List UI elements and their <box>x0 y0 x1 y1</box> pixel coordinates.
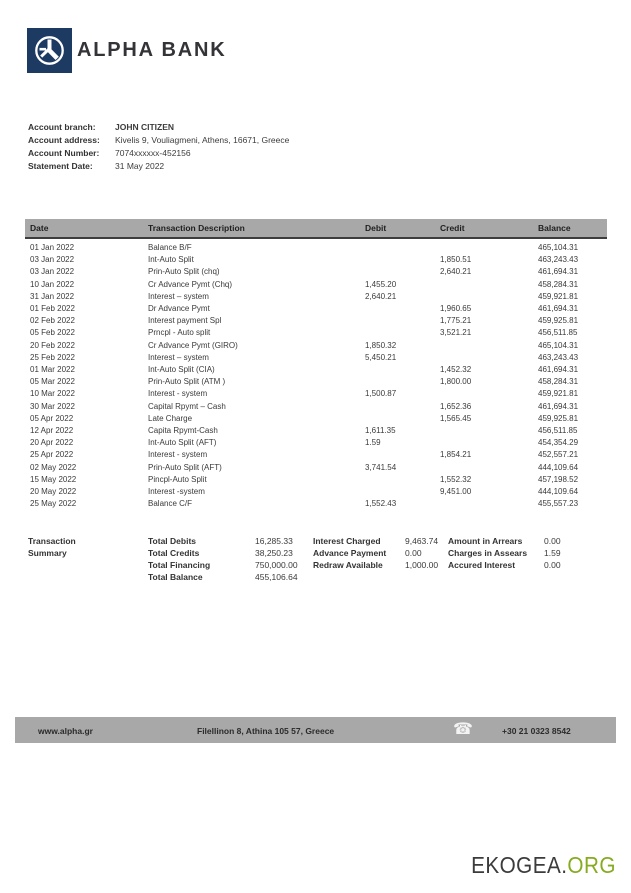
amount-in-arrears-label: Amount in Arrears <box>448 536 523 546</box>
cell-balance: 457,198.52 <box>538 474 579 484</box>
amount-in-arrears-value: 0.00 <box>544 536 561 546</box>
phone-icon: ☎ <box>453 721 473 738</box>
cell-date: 01 Mar 2022 <box>30 365 75 375</box>
cell-date: 25 May 2022 <box>30 499 77 509</box>
cell-balance: 459,921.81 <box>538 291 579 301</box>
account-number-value: 7074xxxxxx-452156 <box>115 148 191 158</box>
cell-date: 03 Jan 2022 <box>30 255 75 265</box>
cell-description: Prin-Auto Split (ATM ) <box>148 377 226 387</box>
redraw-available-row <box>313 559 438 571</box>
logo-symbol-icon <box>27 28 72 73</box>
statement-date-row <box>28 160 289 173</box>
charges-in-arrears-row <box>448 547 561 559</box>
cell-date: 31 Jan 2022 <box>30 291 75 301</box>
cell-credit: 1,850.51 <box>440 255 472 265</box>
cell-debit <box>360 238 435 254</box>
cell-credit <box>435 279 533 291</box>
table-row <box>25 291 607 303</box>
cell-date: 02 Feb 2022 <box>30 316 75 326</box>
table-row <box>25 462 607 474</box>
cell-date: 20 Apr 2022 <box>30 438 74 448</box>
total-balance-row <box>148 571 298 583</box>
col-header-description: Transaction Description <box>143 219 360 238</box>
cell-balance: 458,284.31 <box>538 279 579 289</box>
cell-credit <box>435 238 533 254</box>
table-row <box>25 352 607 364</box>
ekogea-watermark <box>471 852 616 878</box>
table-row <box>25 340 607 352</box>
cell-credit: 1,452.32 <box>440 365 472 375</box>
total-balance-value: 455,106.64 <box>255 572 298 583</box>
col-header-credit: Credit <box>435 219 533 238</box>
cell-description: Balance B/F <box>148 243 192 252</box>
cell-description: Interest - system <box>148 389 208 399</box>
watermark-dark-text: EKOGEA. <box>471 852 568 878</box>
col-header-date: Date <box>25 219 143 238</box>
table-row <box>25 279 607 291</box>
cell-date: 03 Jan 2022 <box>30 267 75 277</box>
cell-description: Dr Advance Pymt <box>148 304 210 314</box>
advance-payment-value: 0.00 <box>405 548 422 559</box>
cell-date: 05 Apr 2022 <box>30 413 74 423</box>
cell-debit <box>360 401 435 413</box>
account-address-value: Kivelis 9, Vouliagmeni, Athens, 16671, Greece <box>115 135 290 145</box>
cell-balance: 463,243.43 <box>538 255 579 265</box>
cell-balance: 455,557.23 <box>538 499 579 509</box>
bank-name: ALPHA BANK <box>77 39 227 61</box>
table-row <box>25 449 607 461</box>
redraw-available-value: 1,000.00 <box>405 560 439 571</box>
cell-debit <box>360 376 435 388</box>
cell-credit <box>435 437 533 449</box>
cell-description: Interest - system <box>148 450 208 460</box>
table-row <box>25 315 607 327</box>
total-debits-row <box>148 535 298 547</box>
cell-debit: 2,640.21 <box>365 291 397 301</box>
cell-balance: 465,104.31 <box>538 243 579 252</box>
account-info <box>28 121 289 173</box>
cell-description: Interest payment Spl <box>148 316 222 326</box>
cell-date: 25 Feb 2022 <box>30 352 75 362</box>
cell-debit <box>360 413 435 425</box>
cell-credit <box>435 425 533 437</box>
table-row <box>25 327 607 339</box>
table-header-row <box>25 219 607 238</box>
cell-balance: 463,243.43 <box>538 352 579 362</box>
summary-heading <box>28 535 76 559</box>
cell-credit: 1,775.21 <box>440 316 472 326</box>
cell-credit <box>435 498 533 510</box>
cell-description: Capital Rpymt – Cash <box>148 401 226 411</box>
cell-date: 20 May 2022 <box>30 487 77 497</box>
table-row <box>25 388 607 400</box>
cell-balance: 461,694.31 <box>538 304 579 314</box>
cell-debit: 1,611.35 <box>365 426 396 436</box>
cell-date: 10 Jan 2022 <box>30 279 75 289</box>
transactions-body <box>25 238 607 510</box>
cell-date: 05 Mar 2022 <box>30 377 75 387</box>
total-financing-value: 750,000.00 <box>255 560 298 571</box>
footer-phone-number: +30 21 0323 8542 <box>502 726 571 736</box>
cell-description: Cr Advance Pymt (Chq) <box>148 279 233 289</box>
cell-date: 10 Mar 2022 <box>30 389 75 399</box>
cell-balance: 444,109.64 <box>538 462 579 472</box>
interest-charged-row <box>313 535 438 547</box>
summary-heading-line1: Transaction <box>28 536 76 546</box>
cell-credit: 1,800.00 <box>440 377 472 387</box>
cell-balance: 461,694.31 <box>538 365 579 375</box>
statement-date-value: 31 May 2022 <box>115 161 165 171</box>
cell-balance: 452,557.21 <box>538 450 579 460</box>
account-branch-value: JOHN CITIZEN <box>115 122 175 132</box>
cell-description: Interest – system <box>148 291 209 301</box>
cell-debit: 1,850.32 <box>365 340 397 350</box>
footer-website: www.alpha.gr <box>38 726 93 736</box>
table-row <box>25 364 607 376</box>
charges-in-arrears-value: 1.59 <box>544 548 561 559</box>
col-header-debit: Debit <box>360 219 435 238</box>
cell-debit <box>360 449 435 461</box>
cell-balance: 456,511.85 <box>538 426 578 436</box>
summary-totals-column <box>148 535 298 583</box>
summary-heading-line2: Summary <box>28 548 67 559</box>
cell-date: 01 Jan 2022 <box>30 243 75 252</box>
accrued-interest-row <box>448 559 561 571</box>
table-row <box>25 376 607 388</box>
table-row <box>25 474 607 486</box>
cell-debit <box>360 364 435 376</box>
advance-payment-label: Advance Payment <box>313 548 387 559</box>
table-row <box>25 401 607 413</box>
total-credits-row <box>148 547 298 559</box>
col-header-balance: Balance <box>533 219 607 238</box>
account-address-label: Account address: <box>28 135 100 145</box>
cell-debit <box>360 266 435 278</box>
cell-date: 15 May 2022 <box>30 474 77 484</box>
cell-balance: 461,694.31 <box>538 267 579 277</box>
cell-balance: 459,925.81 <box>538 413 579 423</box>
alpha-bank-logo <box>27 28 72 73</box>
footer-bar <box>15 717 616 743</box>
cell-debit: 1.59 <box>365 438 381 448</box>
total-financing-row <box>148 559 298 571</box>
table-row <box>25 413 607 425</box>
cell-credit: 1,565.45 <box>440 413 472 423</box>
cell-debit <box>360 327 435 339</box>
table-row <box>25 238 607 254</box>
cell-credit: 1,854.21 <box>440 450 472 460</box>
cell-debit <box>360 486 435 498</box>
interest-charged-value: 9,463.74 <box>405 536 439 546</box>
footer-address: Filellinon 8, Athina 105 57, Greece <box>197 726 335 736</box>
cell-date: 02 May 2022 <box>30 462 77 472</box>
account-address-row <box>28 134 289 147</box>
cell-date: 20 Feb 2022 <box>30 340 75 350</box>
cell-credit: 9,451.00 <box>440 487 472 497</box>
cell-balance: 461,694.31 <box>538 401 579 411</box>
accrued-interest-value: 0.00 <box>544 560 561 571</box>
cell-balance: 465,104.31 <box>538 340 579 350</box>
cell-debit <box>360 303 435 315</box>
charges-in-arrears-label: Charges in Assears <box>448 548 528 559</box>
table-row <box>25 266 607 278</box>
total-debits-label: Total Debits <box>148 536 197 546</box>
cell-description: Pincpl-Auto Split <box>148 474 207 484</box>
total-financing-label: Total Financing <box>148 560 211 571</box>
table-row <box>25 254 607 266</box>
statement-date-label: Statement Date: <box>28 161 93 171</box>
cell-debit: 5,450.21 <box>365 352 397 362</box>
cell-balance: 454,354.29 <box>538 438 579 448</box>
accrued-interest-label: Accured Interest <box>448 560 516 571</box>
cell-balance: 458,284.31 <box>538 377 579 387</box>
cell-debit <box>360 474 435 486</box>
cell-debit <box>360 254 435 266</box>
cell-credit <box>435 352 533 364</box>
cell-date: 30 Mar 2022 <box>30 401 75 411</box>
account-number-row <box>28 147 289 160</box>
redraw-available-label: Redraw Available <box>313 560 383 571</box>
cell-debit: 3,741.54 <box>365 462 397 472</box>
cell-description: Cr Advance Pymt (GIRO) <box>148 340 238 350</box>
cell-balance: 444,109.64 <box>538 487 579 497</box>
amount-in-arrears-row <box>448 535 561 547</box>
cell-debit: 1,455.20 <box>365 279 397 289</box>
cell-description: Prncpl - Auto split <box>148 328 211 338</box>
cell-date: 01 Feb 2022 <box>30 304 75 314</box>
cell-debit: 1,552.43 <box>365 499 397 509</box>
cell-credit <box>435 340 533 352</box>
transactions-table <box>25 219 607 510</box>
cell-description: Interest – system <box>148 352 209 362</box>
interest-charged-label: Interest Charged <box>313 536 381 546</box>
watermark-green-text: ORG <box>567 852 616 878</box>
cell-description: Int-Auto Split (CIA) <box>148 365 215 375</box>
summary-interest-column <box>313 535 438 571</box>
advance-payment-row <box>313 547 438 559</box>
cell-description: Prin-Auto Split (AFT) <box>148 462 222 472</box>
cell-credit: 1,652.36 <box>440 401 472 411</box>
table-row <box>25 303 607 315</box>
cell-debit: 1,500.87 <box>365 389 397 399</box>
cell-credit: 2,640.21 <box>440 267 472 277</box>
cell-description: Prin-Auto Split (chq) <box>148 267 220 277</box>
cell-balance: 456,511.85 <box>538 328 578 338</box>
cell-credit <box>435 291 533 303</box>
total-credits-value: 38,250.23 <box>255 548 293 559</box>
cell-description: Late Charge <box>148 413 193 423</box>
table-row <box>25 498 607 510</box>
cell-credit: 1,960.65 <box>440 304 472 314</box>
cell-description: Interest -system <box>148 487 205 497</box>
total-debits-value: 16,285.33 <box>255 536 293 546</box>
cell-description: Int-Auto Split <box>148 255 194 265</box>
table-row <box>25 486 607 498</box>
cell-credit <box>435 388 533 400</box>
total-balance-label: Total Balance <box>148 572 203 583</box>
table-row <box>25 425 607 437</box>
cell-date: 05 Feb 2022 <box>30 328 75 338</box>
cell-description: Int-Auto Split (AFT) <box>148 438 217 448</box>
cell-balance: 459,921.81 <box>538 389 579 399</box>
table-row <box>25 437 607 449</box>
cell-description: Capita Rpymt-Cash <box>148 426 218 436</box>
cell-debit <box>360 315 435 327</box>
cell-balance: 459,925.81 <box>538 316 579 326</box>
account-number-label: Account Number: <box>28 148 100 158</box>
cell-credit: 3,521.21 <box>440 328 472 338</box>
account-branch-row <box>28 121 289 134</box>
cell-credit <box>435 462 533 474</box>
cell-date: 12 Apr 2022 <box>30 426 74 436</box>
cell-date: 25 Apr 2022 <box>30 450 74 460</box>
cell-credit: 1,552.32 <box>440 474 472 484</box>
cell-description: Balance C/F <box>148 499 193 509</box>
account-branch-label: Account branch: <box>28 122 96 132</box>
summary-arrears-column <box>448 535 561 571</box>
total-credits-label: Total Credits <box>148 548 200 559</box>
